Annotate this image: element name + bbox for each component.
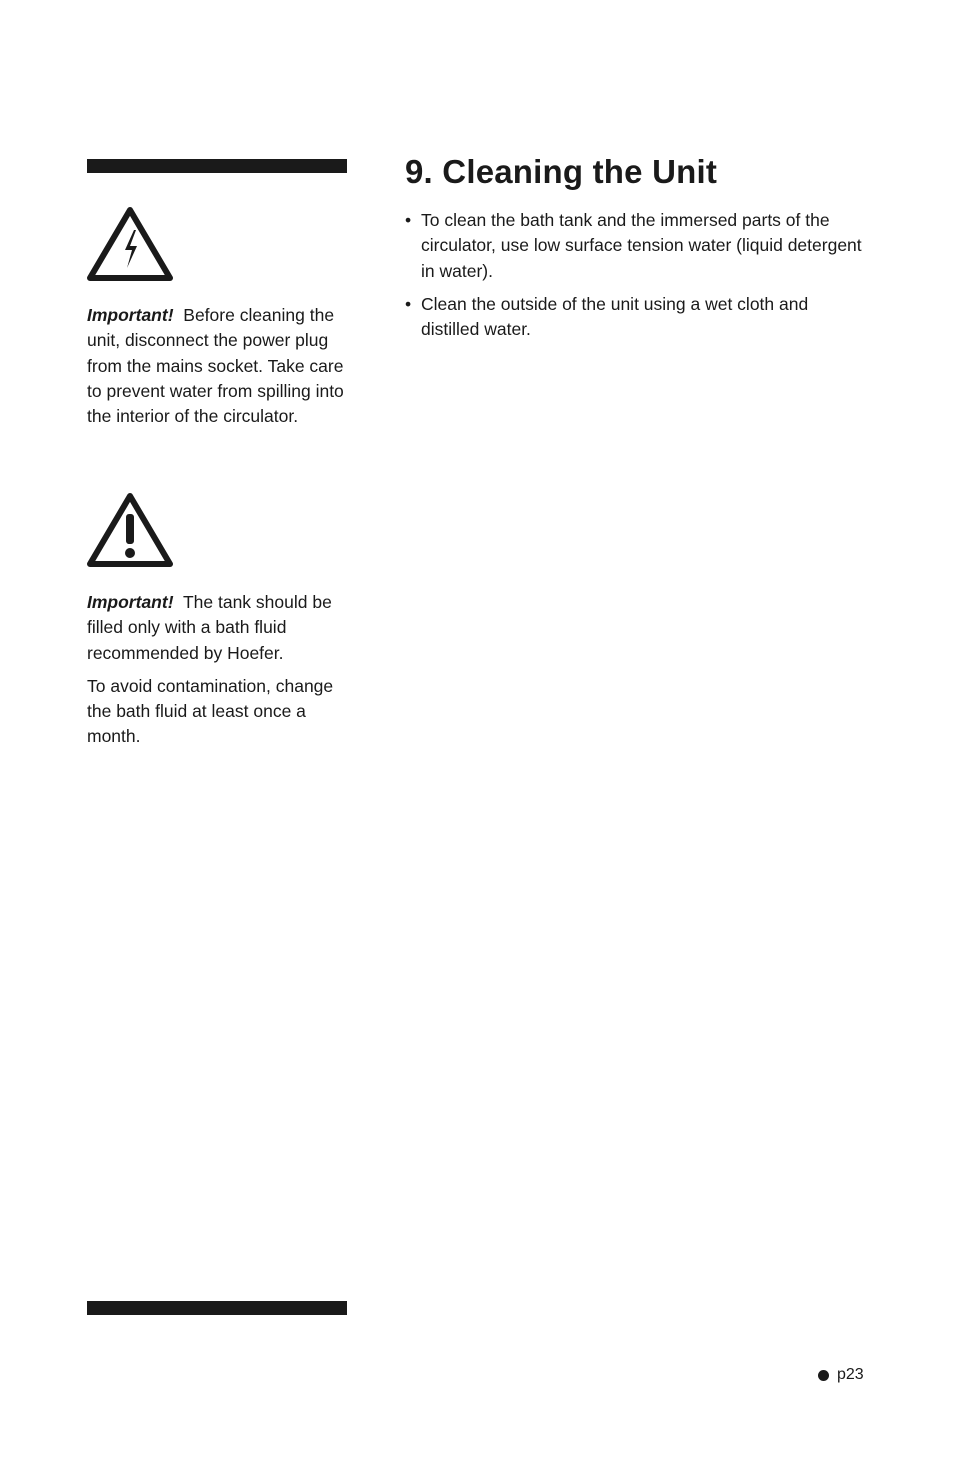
list-item-text: Clean the outside of the unit using a wet cloth and distilled water.: [421, 293, 809, 340]
important-label: Important!: [87, 305, 174, 325]
note-text: Before cleaning the unit, disconnect the power plug from the mains socket. Take care to prevent water from spilling into the interior of the circulator.: [87, 305, 344, 427]
list-item: [405, 208, 865, 284]
page-number: p23: [837, 1366, 864, 1383]
note-paragraph-contamination: To avoid contamination, change the bath fluid at least once a month.: [87, 675, 334, 747]
note-paragraph: [87, 590, 349, 666]
important-note-bath-fluid: [87, 590, 349, 758]
bullet-glyph: •: [405, 210, 412, 230]
cleaning-instructions-list: [405, 208, 865, 350]
list-item: [405, 292, 865, 343]
page-marker-dot: [818, 1370, 829, 1381]
note-paragraph: [87, 303, 349, 429]
bullet-glyph: •: [405, 293, 412, 314]
sidebar-top-rule: [87, 159, 347, 173]
note-text: The tank should be filled only with a bath fluid recommended by Hoefer.: [87, 592, 332, 663]
electric-shock-warning-icon: [86, 206, 174, 282]
caution-warning-icon: [86, 492, 174, 568]
sidebar-bottom-rule: [87, 1301, 347, 1315]
page-footer: [818, 1366, 864, 1384]
important-note-power: [87, 303, 349, 437]
important-label: Important!: [87, 592, 174, 612]
section-title: 9. Cleaning the Unit: [405, 153, 718, 190]
list-item-text: To clean the bath tank and the immersed parts of the circulator, use low surface tension water (liquid detergent in water).: [421, 210, 862, 281]
